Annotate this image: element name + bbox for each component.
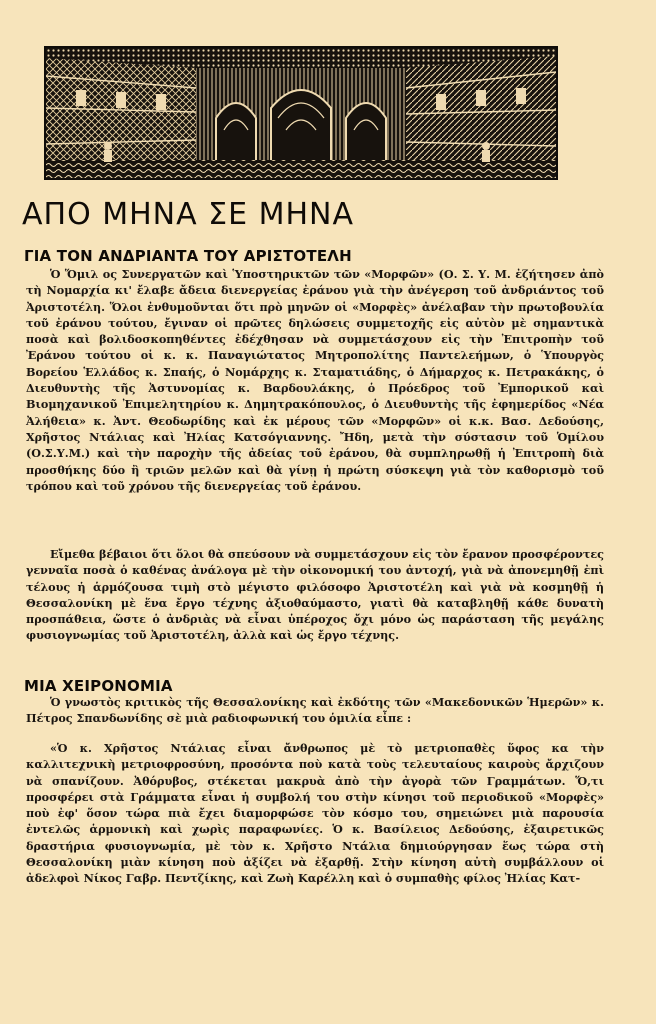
article-paragraph-quote: «Ὁ κ. Χρῆστος Ντάλιας εἶναι ἄνθρωπος μὲ τὸ μετριοπαθὲς ὕφος κα τὴν καλλιτεχνικὴ μετριοφροσύνη, προσόντα ποὺ κατὰ τοὺς τελευταίους καιροὺς ἄρχιζουν νὰ σπανίζουν. Ἀθόρυβος, στέκεται μακρυὰ ἀπὸ τὴν ἀγορὰ τῶν Γραμμάτων. Ὅ,τι προσφέρει στὰ Γράμματα εἶναι ἡ συμβολή του στὴν κίνησι τοῦ περιοδικοῦ «Μορφὲς» ποὺ ἐφ' ὅσον τώρα πιὰ ἔχει διαμορφώσε τὸν κόσμο του, σημειώνει μιὰ παρουσία ἐντελῶς ἁρμονικὴ καὶ χωρὶς παραφωνίες. Ὁ κ. Βασίλειος Δεδούσης, ἐξαιρετικῶς δραστήρια φυσιογνωμία, μὲ τὸν κ. Χρῆστο Ντάλια δημιούργησαν ἕως τώρα στὴ Θεσσαλονίκη μιὰν κίνηση ποὺ ἀξίζει νὰ ἐξαρθῇ. Στὴν κίνηση αὐτὴ συμβάλλουν οἱ ἀδελφοὶ Νίκος Γαβρ. Πεντζίκης, καὶ Ζωὴ Καρέλλη καὶ ὁ συμπαθὴς φίλος Ἠλίας Κατ- — [26, 741, 604, 886]
woodcut-street-scene-illustration — [46, 48, 556, 178]
article-paragraph: Ὁ Ὅμιλ ος Συνεργατῶν καὶ Ὑποστηρικτῶν τῶν «Μορφῶν» (Ο. Σ. Υ. Μ. ἐζήτησεν ἀπὸ τὴ Νομαρχία κι' ἔλαβε ἄδεια διενεργείας ἐράνου γιὰ τὴν ἀνέγερση τοῦ ἀνδριάντος τοῦ Ἀριστοτέλη. Ὅλοι ἐνθυμοῦνται ὅτι πρὸ μηνῶν οἱ «Μορφὲς» ἀνέλαβαν τὴν πρωτοβουλία τοῦ ἐράνου τούτου, ἔγιναν οἱ πρῶτες δηλώσεις συμμετοχῆς εἰς αὐτὸν μὲ σημαντικὰ ποσὰ καὶ βολιδοσκοπηθέντες ἐδέχθησαν νὰ συμμετάσχουν εἰς τὴν Ἐπιτροπὴν τοῦ Ἐράνου τούτου οἱ κ. κ. Παναγιώτατος Μητροπολίτης Παντελεήμων, ὁ Ὑπουργὸς Βορείου Ἑλλάδος κ. Σπαής, ὁ Νομάρχης κ. Σταματιάδης, ὁ Δήμαρχος κ. Πετρακάκης, ὁ Διευθυντὴς τῆς Ἀστυνομίας κ. Βαρδουλάκης, ὁ Πρόεδρος τοῦ Ἐμπορικοῦ καὶ Βιομηχανικοῦ Ἐπιμελητηρίου κ. Δημητρακόπουλος, ὁ Διευθυντὴς τῆς ἐφημερίδος «Νέα Ἀλήθεια» κ. Ἀντ. Θεοδωρίδης καὶ ἐκ μέρους τῶν «Μορφῶν» οἱ κ.κ. Βασ. Δεδούσης, Χρῆστος Ντάλιας καὶ Ἠλίας Κατσόγιαννης. Ἤδη, μετὰ τὴν σύστασιν τοῦ Ὁμίλου (Ο.Σ.Υ.Μ.) καὶ τὴν παροχὴν τῆς ἀδείας τοῦ ἐράνου, θὰ συμπληρωθῇ ἡ Ἐπιτροπὴ διὰ προσθήκης δύο ἢ τριῶν μελῶν καὶ θὰ γίνῃ ἡ πρώτη σύσκεψη γιὰ τὸν καθορισμὸ τοῦ τρόπου καὶ τοῦ χρόνου τῆς διενεργείας τοῦ ἐράνου. — [26, 267, 604, 493]
section-title-gesture: ΜΙΑ ΧΕΙΡΟΝΟΜΙΑ — [24, 677, 173, 695]
woodcut-header-illustration — [44, 46, 558, 180]
article-paragraph: Ὁ γνωστὸς κριτικὸς τῆς Θεσσαλονίκης καὶ ἐκδότης τῶν «Μακεδονικῶν Ἡμερῶν» κ. Πέτρος Σπανδωνίδης σὲ μιὰ ραδιοφωνική του ὁμιλία εἶπε : — [26, 695, 604, 726]
article-paragraph: Εἴμεθα βέβαιοι ὅτι ὅλοι θὰ σπεύσουν νὰ συμμετάσχουν εἰς τὸν ἔρανον προσφέροντες γενναῖα ποσὰ ὁ καθένας ἀνάλογα μὲ τὴν οἰκονομική του ἀντοχή, γιὰ νὰ ἀπονεμηθῇ ἐπὶ τέλους ἡ ἁρμόζουσα τιμὴ στὸ μέγιστο φιλόσοφο Ἀριστοτέλη καὶ γιὰ νὰ κοσμηθῇ ἡ Θεσσαλονίκη μὲ ἕνα ἔργο τέχνης ἀξιοθαύμαστο, γιατὶ θὰ καταβληθῇ κάθε δυνατὴ προσπάθεια, ὥστε ὁ ἀνδριὰς νὰ εἶναι ὑπέροχος ὄχι μόνο ὡς παράσταση τῆς μεγάλης φυσιογνωμίας τοῦ Ἀριστοτέλη, ἀλλὰ καὶ ὡς ἔργο τέχνης. — [26, 547, 604, 643]
section-title-aristotle-statue: ΓΙΑ ΤΟΝ ΑΝΔΡΙΑΝΤΑ ΤΟΥ ΑΡΙΣΤΟΤΕΛΗ — [24, 247, 352, 265]
page-title: ΑΠΟ ΜΗΝΑ ΣΕ ΜΗΝΑ — [22, 197, 355, 232]
